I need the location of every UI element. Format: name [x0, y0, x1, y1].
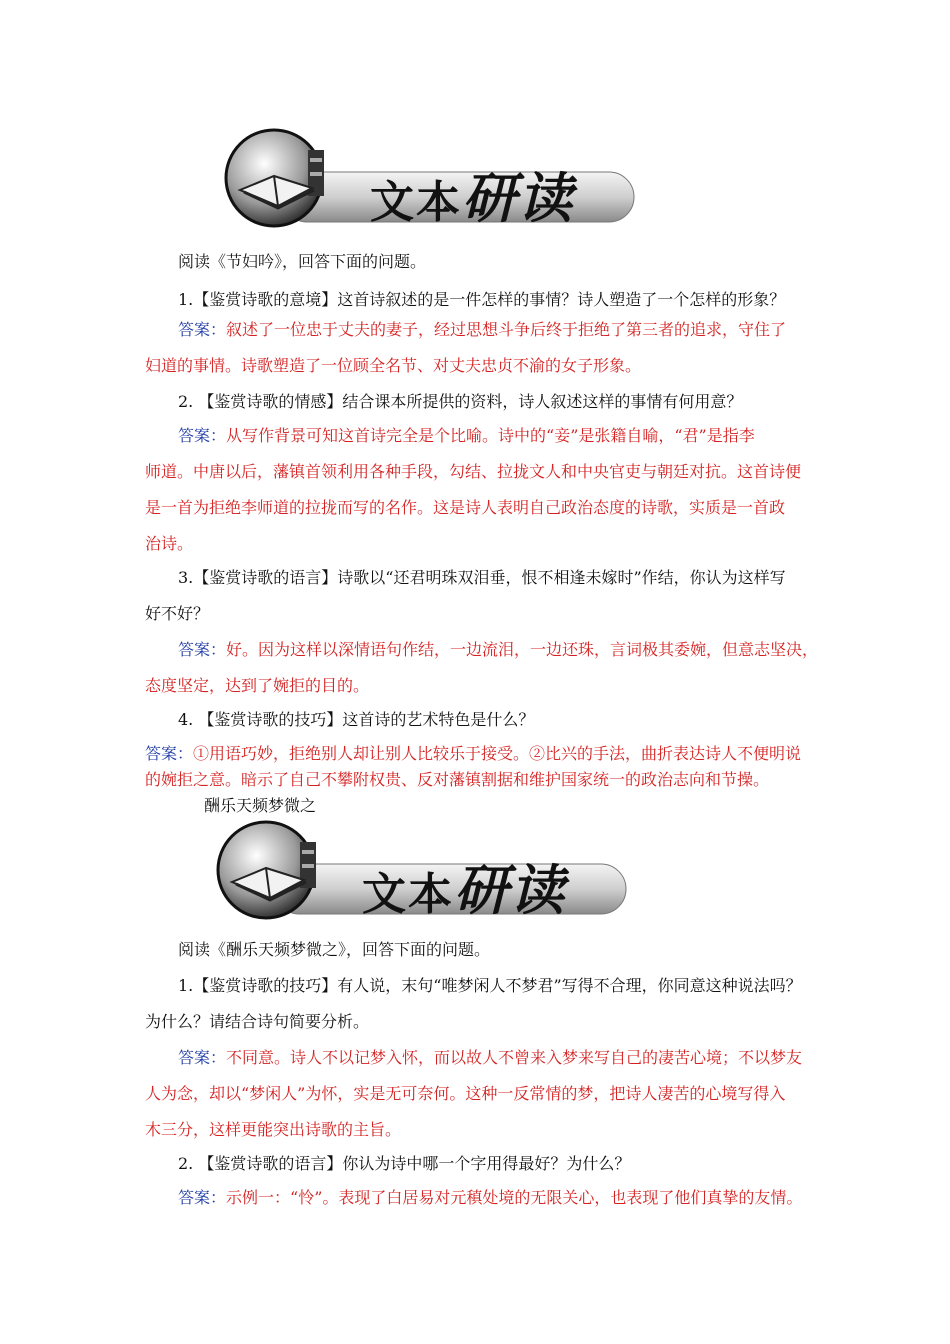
- question-5-line-2: 为什么？请结合诗句简要分析。: [145, 1012, 370, 1031]
- intro-text: 阅读《酬乐天频梦微之》，回答下面的问题。: [178, 940, 491, 959]
- answer-4-line-1: 答案：①用语巧妙，拒绝别人却让别人比较乐于接受。②比兴的手法，曲折表达诗人不便明说: [145, 744, 802, 763]
- poem-heading: 酬乐天频梦微之: [204, 796, 317, 815]
- section-banner: [222, 128, 642, 228]
- answer-2-line-4: 治诗。: [145, 534, 194, 553]
- answer-1-line-1: 答案：叙述了一位忠于丈夫的妻子，经过思想斗争后终于拒绝了第三者的追求，守住了: [178, 320, 787, 339]
- answer-2-line-3: 是一首为拒绝李师道的拉拢而写的名作。这是诗人表明自己政治态度的诗歌，实质是一首政: [145, 498, 786, 517]
- banner-title: 文本研读: [362, 858, 566, 922]
- intro-text: 阅读《节妇吟》，回答下面的问题。: [178, 252, 427, 271]
- answer-6-line-1: 答案：示例一：“怜”。表现了白居易对元稹处境的无限关心，也表现了他们真挚的友情。: [178, 1188, 803, 1207]
- answer-5-line-2: 人为念，却以“梦闲人”为怀，实是无可奈何。这种一反常情的梦，把诗人凄苦的心境写得入: [145, 1084, 786, 1103]
- question-3-line-1: 3.【鉴赏诗歌的语言】诗歌以“还君明珠双泪垂，恨不相逢未嫁时”作结，你认为这样写: [178, 568, 786, 587]
- question-2: 2. 【鉴赏诗歌的情感】结合课本所提供的资料，诗人叙述这样的事情有何用意？: [178, 392, 743, 411]
- question-1: 1.【鉴赏诗歌的意境】这首诗叙述的是一件怎样的事情？诗人塑造了一个怎样的形象？: [178, 290, 786, 309]
- question-5-line-1: 1.【鉴赏诗歌的技巧】有人说，末句“唯梦闲人不梦君”写得不合理，你同意这种说法吗？: [178, 976, 802, 995]
- section-banner: [214, 820, 634, 920]
- answer-3-line-1: 答案：好。因为这样以深情语句作结，一边流泪，一边还珠，言词极其委婉，但意志坚决，: [178, 640, 819, 659]
- answer-1-line-2: 妇道的事情。诗歌塑造了一位顾全名节、对丈夫忠贞不渝的女子形象。: [145, 356, 642, 375]
- answer-5-line-1: 答案：不同意。诗人不以记梦入怀，而以故人不曾来入梦来写自己的凄苦心境；不以梦友: [178, 1048, 803, 1067]
- question-6: 2. 【鉴赏诗歌的语言】你认为诗中哪一个字用得最好？为什么？: [178, 1154, 631, 1173]
- answer-4-line-2: 的婉拒之意。暗示了自己不攀附权贵、反对藩镇割据和维护国家统一的政治志向和节操。: [145, 770, 770, 789]
- answer-2-line-1: 答案：从写作背景可知这首诗完全是个比喻。诗中的“妾”是张籍自喻，“君”是指李: [178, 426, 755, 445]
- banner-title: 文本研读: [370, 166, 574, 230]
- question-3-line-2: 好不好？: [145, 604, 210, 623]
- answer-5-line-3: 木三分，这样更能突出诗歌的主旨。: [145, 1120, 402, 1139]
- answer-3-line-2: 态度坚定，达到了婉拒的目的。: [145, 676, 370, 695]
- question-4: 4. 【鉴赏诗歌的技巧】这首诗的艺术特色是什么？: [178, 710, 535, 729]
- answer-2-line-2: 师道。中唐以后，藩镇首领利用各种手段，勾结、拉拢文人和中央官吏与朝廷对抗。这首诗便: [145, 462, 802, 481]
